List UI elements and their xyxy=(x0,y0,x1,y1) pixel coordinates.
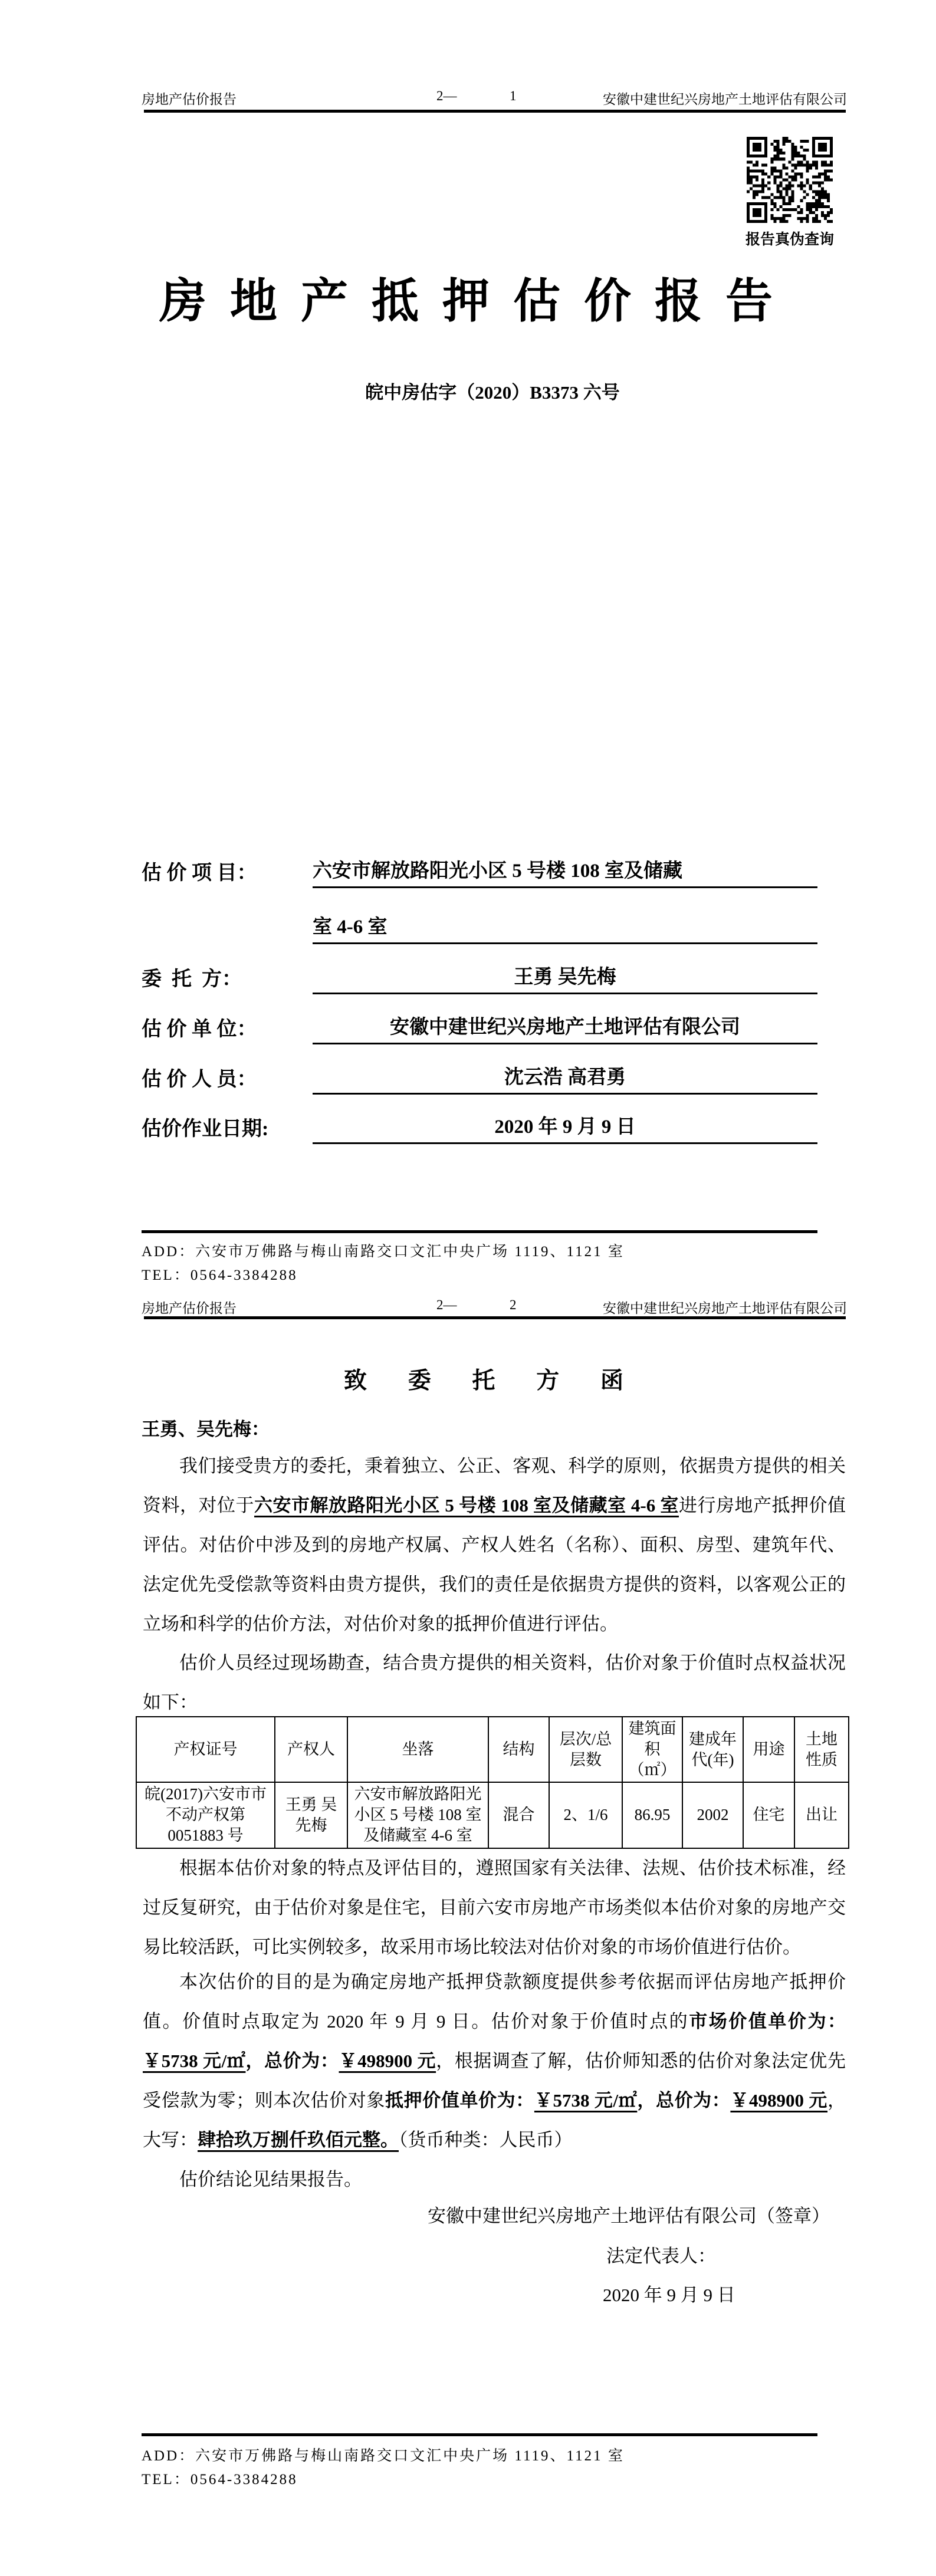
field-agency-value: 安徽中建世纪兴房地产土地评估有限公司 xyxy=(313,1013,817,1044)
paragraph-valuation xyxy=(143,1962,846,2160)
page2-company-name: 安徽中建世纪兴房地产土地评估有限公司 xyxy=(603,1301,847,1316)
cell-land-nature: 出让 xyxy=(794,1782,849,1848)
paragraph-survey: 估价人员经过现场勘查，结合贵方提供的相关资料，估价对象于价值时点权益状况如下： xyxy=(143,1652,846,1713)
col-certificate-no: 产权证号 xyxy=(136,1717,275,1782)
page2-page-number: 2 xyxy=(510,1297,517,1312)
cell-floor: 2、1/6 xyxy=(549,1782,622,1848)
signature-legal-rep: 法定代表人： xyxy=(606,2246,716,2266)
mortgage-unit-price: ￥5738 元/㎡ xyxy=(534,2090,638,2111)
field-project-label: 估 价 项 目： xyxy=(142,862,257,885)
report-number: 皖中房估字（2020）B3373 六号 xyxy=(365,382,620,403)
col-year-built: 建成年代(年) xyxy=(682,1717,743,1782)
qr-code-image xyxy=(747,137,833,223)
field-staff-value: 沈云浩 高君勇 xyxy=(313,1063,817,1095)
page1-footer-rule xyxy=(142,1230,817,1233)
cell-structure: 混合 xyxy=(488,1782,549,1848)
valuation-run-3: ，总价为： xyxy=(245,2051,339,2071)
cell-owner: 王勇 吴先梅 xyxy=(275,1782,347,1848)
signature-company: 安徽中建世纪兴房地产土地评估有限公司（签章） xyxy=(428,2206,830,2226)
valuation-unit-price: ￥5738 元/㎡ xyxy=(143,2051,246,2071)
field-date-value: 2020 年 9 月 9 日 xyxy=(313,1112,817,1144)
field-project-value: 六安市解放路阳光小区 5 号楼 108 室及储藏 xyxy=(313,856,817,888)
field-client xyxy=(142,962,817,994)
page1-running-header xyxy=(142,88,847,107)
valuation-run-1: 市场价值单价为： xyxy=(689,2011,846,2032)
paragraph-commission-property: 六安市解放路阳光小区 5 号楼 108 室及储藏室 4-6 室 xyxy=(254,1495,679,1516)
qr-code xyxy=(747,137,833,223)
page2-header-rule xyxy=(144,1316,846,1319)
signature-date: 2020 年 9 月 9 日 xyxy=(603,2285,735,2305)
cell-certificate-no: 皖(2017)六安市市不动产权第 0051883 号 xyxy=(136,1782,275,1848)
paragraph-method: 根据本估价对象的特点及评估目的，遵照国家有关法律、法规、估价技术标准，经过反复研究，由于估价对象是住宅，目前六安市房地产市场类似本估价对象的房地产交易比较活跃，可比实例较多，故采用市场比较法对估价对象的市场价值进行估价。 xyxy=(143,1858,846,1957)
page1-footer-address: ADD：六安市万佛路与梅山南路交口文汇中央广场 1119、1121 室 xyxy=(142,1244,625,1260)
field-staff-label: 估 价 人 员： xyxy=(142,1069,257,1091)
field-agency-label: 估 价 单 位： xyxy=(142,1018,257,1041)
property-table xyxy=(136,1716,849,1849)
report-title: 房 地 产 抵 押 估 价 报 告 xyxy=(159,276,779,328)
page2-footer-address: ADD：六安市万佛路与梅山南路交口文汇中央广场 1119、1121 室 xyxy=(142,2448,625,2464)
field-client-value: 王勇 吴先梅 xyxy=(313,962,817,994)
page2-footer-tel: TEL：0564-3384288 xyxy=(142,2472,298,2488)
valuation-run-8: ，总价为： xyxy=(637,2090,731,2111)
paragraph-commission xyxy=(143,1446,846,1644)
col-location: 坐落 xyxy=(347,1717,488,1782)
cell-area: 86.95 xyxy=(622,1782,682,1848)
amount-in-words: 肆拾玖万捌仟玖佰元整。 xyxy=(198,2130,399,2150)
page2-doc-title: 房地产估价报告 xyxy=(142,1301,237,1316)
paragraph-commission-pre: 我们接受贵方的委托，秉着独立、公正、客观、科学的原则，依据贵方提供的相关资料，对位于 xyxy=(143,1455,846,1516)
cell-use: 住宅 xyxy=(743,1782,794,1848)
page1-footer-tel: TEL：0564-3384288 xyxy=(142,1267,298,1283)
field-staff xyxy=(142,1063,817,1095)
page2-page-group: 2— xyxy=(436,1297,457,1312)
qr-caption: 报告真伪查询 xyxy=(745,232,834,248)
col-use: 用途 xyxy=(743,1717,794,1782)
col-area: 建筑面积（㎡） xyxy=(622,1717,682,1782)
valuation-run-6: 抵押价值单价为： xyxy=(385,2090,534,2111)
valuation-run-10: ，大写： xyxy=(143,2090,846,2150)
valuation-run-5: ，根据调查了解，估价师知悉的估价对象法定优先受偿款为零；则本次估价对象 xyxy=(143,2051,846,2111)
field-agency xyxy=(142,1013,817,1044)
page2-running-header xyxy=(142,1297,847,1316)
field-date-label: 估价作业日期: xyxy=(142,1118,269,1141)
col-structure: 结构 xyxy=(488,1717,549,1782)
page1-page-number: 1 xyxy=(510,88,517,103)
page1-page-group: 2— xyxy=(436,88,457,103)
field-date xyxy=(142,1112,817,1144)
paragraph-conclusion: 估价结论见结果报告。 xyxy=(179,2169,362,2190)
field-project xyxy=(142,856,817,888)
property-table-data-row xyxy=(136,1782,849,1848)
page2-footer-rule xyxy=(142,2433,817,2436)
field-project-value-line2: 室 4-6 室 xyxy=(313,912,817,944)
page1-company-name: 安徽中建世纪兴房地产土地评估有限公司 xyxy=(603,92,847,107)
cell-year-built: 2002 xyxy=(682,1782,743,1848)
valuation-total-price: ￥498900 元 xyxy=(339,2051,436,2071)
field-client-label: 委 托 方： xyxy=(142,968,242,991)
letter-salutation: 王勇、吴先梅： xyxy=(142,1419,270,1440)
valuation-run-12: （货币种类：人民币） xyxy=(399,2130,573,2150)
col-owner: 产权人 xyxy=(275,1717,347,1782)
col-floor: 层次/总层数 xyxy=(549,1717,622,1782)
col-land-nature: 土地性质 xyxy=(794,1717,849,1782)
valuation-run-0: 本次估价的目的是为确定房地产抵押贷款额度提供参考依据而评估房地产抵押价值。价值时点取定为 2020 年 9 月 9 日。估价对象于价值时点的 xyxy=(143,1972,846,2032)
property-table-header-row xyxy=(136,1717,849,1782)
mortgage-total-price: ￥498900 元 xyxy=(730,2090,828,2111)
page1-doc-title: 房地产估价报告 xyxy=(142,92,237,107)
cell-location: 六安市解放路阳光小区 5 号楼 108 室及储藏室 4-6 室 xyxy=(347,1782,488,1848)
page1-header-rule xyxy=(144,110,846,113)
paragraph-commission-post: 进行房地产抵押价值评估。对估价中涉及到的房地产权属、产权人姓名（名称）、面积、房型、建筑年代、法定优先受偿款等资料由贵方提供，我们的责任是依据贵方提供的资料，以客观公正的立场和科学的估价方法，对估价对象的抵押价值进行评估。 xyxy=(143,1495,846,1634)
letter-title: 致 委 托 方 函 xyxy=(343,1368,641,1394)
